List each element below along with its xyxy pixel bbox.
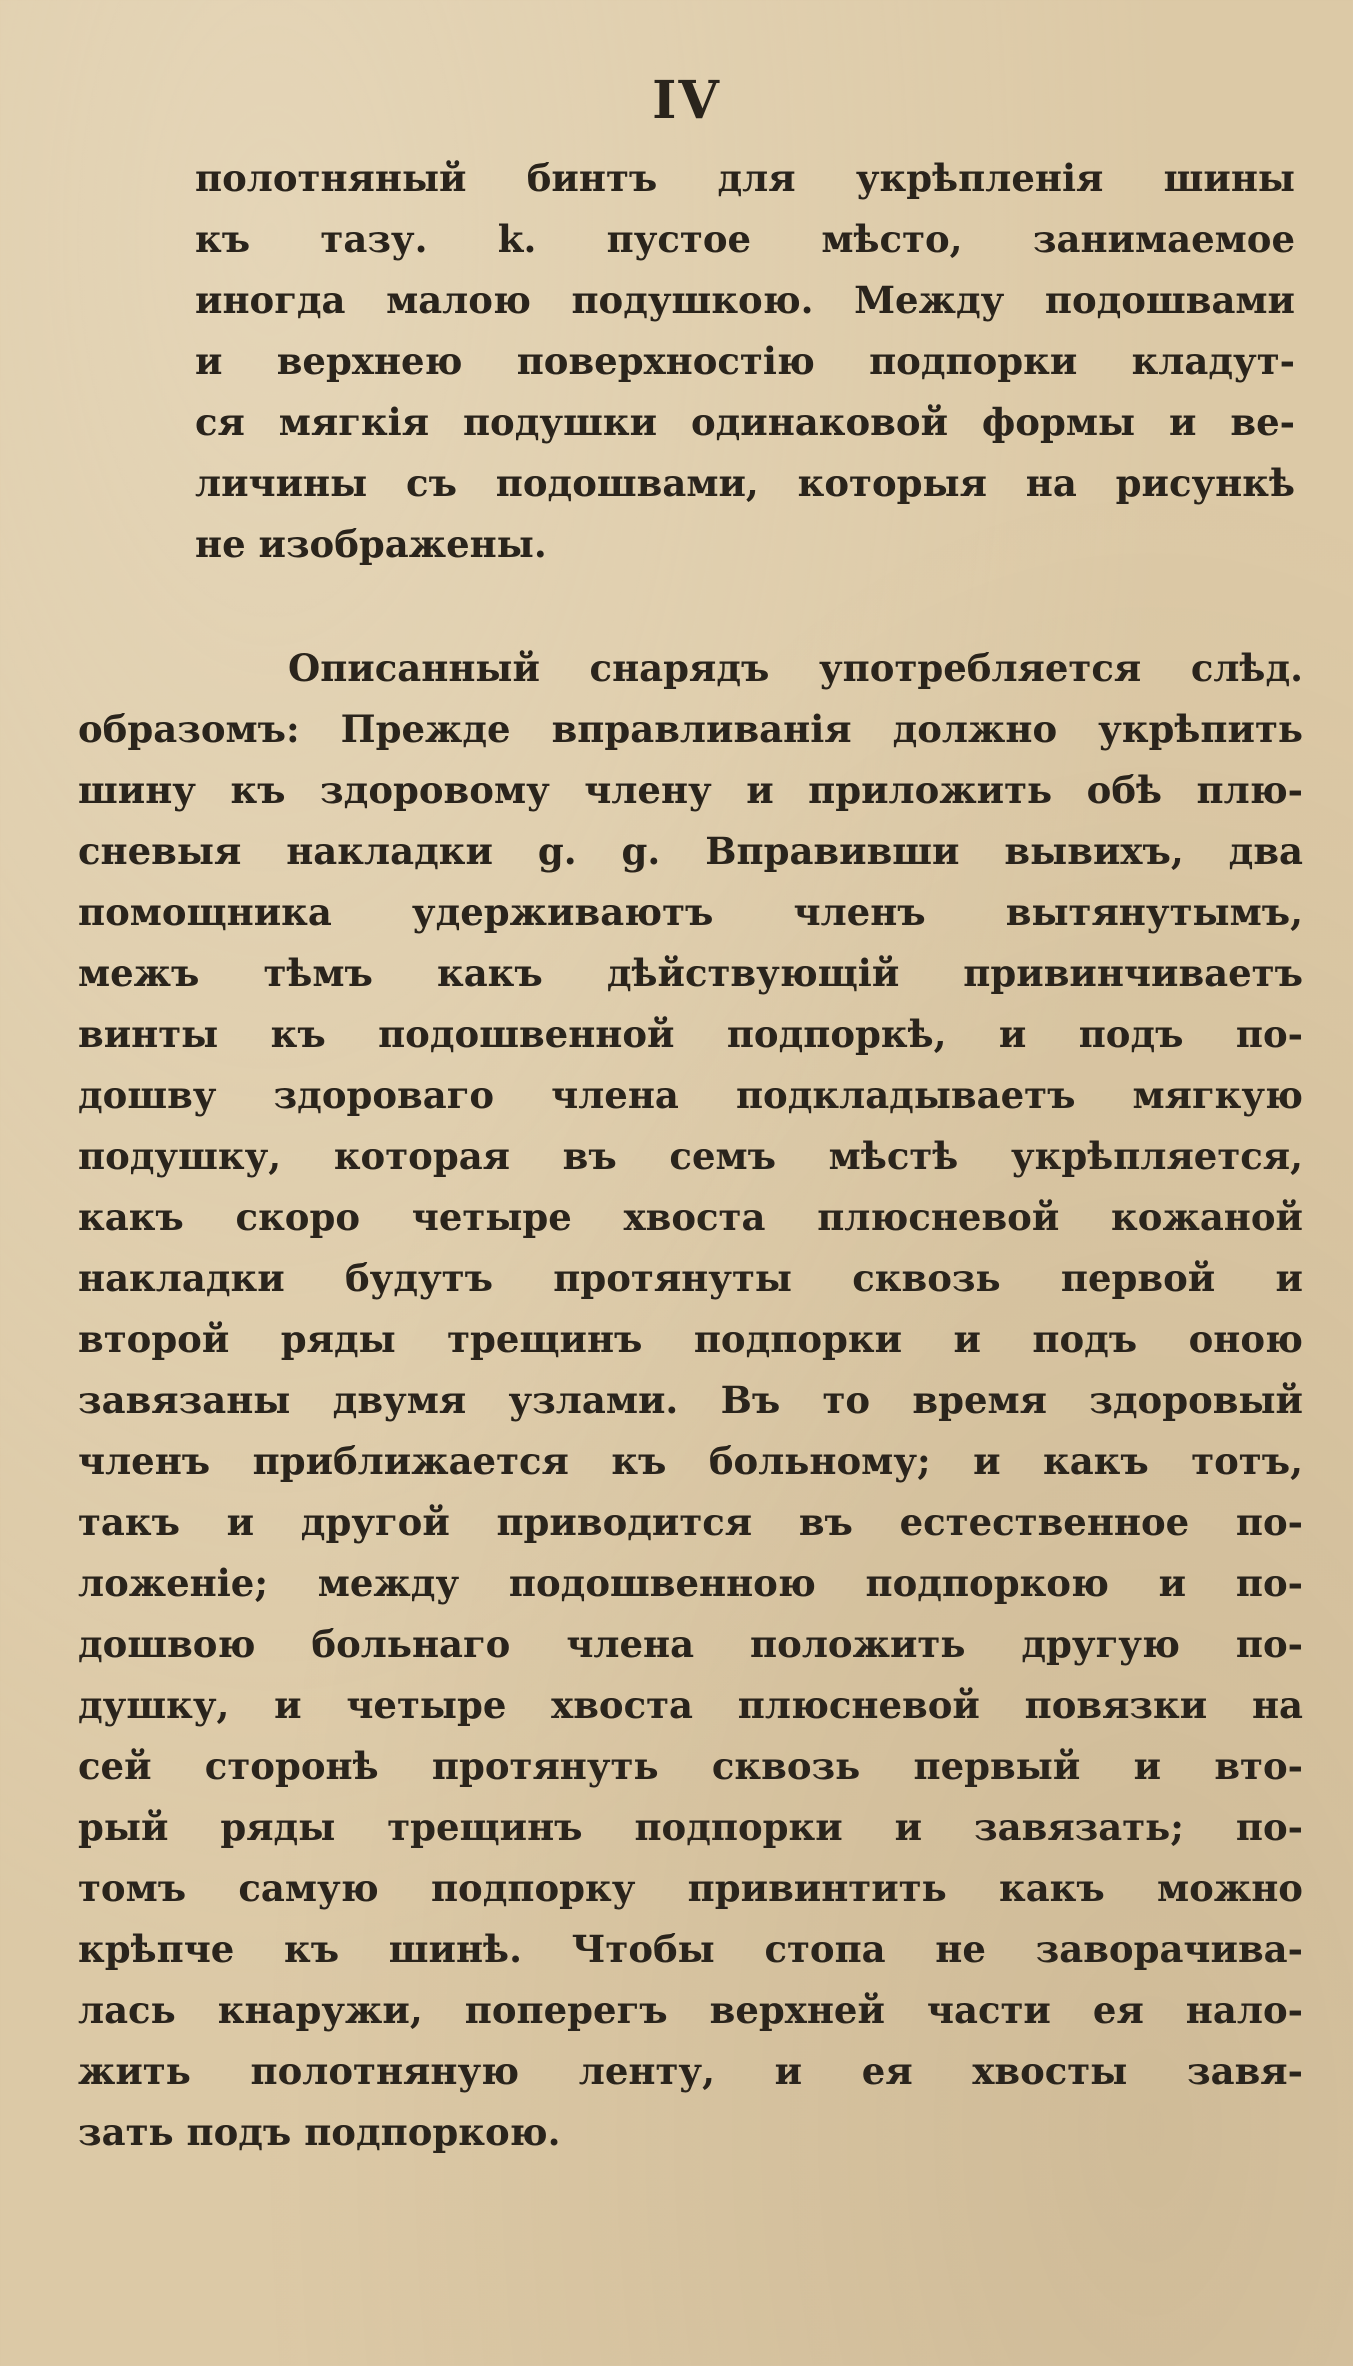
text-line: накладки будутъ протянуты сквозь первой и (78, 1256, 1303, 1300)
text-line: полотняный бинтъ для укрѣпленія шины (195, 156, 1295, 200)
text-line: сневыя накладки g. g. Вправивши вывихъ, два (78, 829, 1303, 873)
text-line: членъ приближается къ больному; и какъ тотъ, (78, 1439, 1303, 1483)
text-line: шину къ здоровому члену и приложить обѣ плю- (78, 768, 1303, 812)
continued-paragraph (195, 148, 1295, 575)
text-line: личины съ подошвами, которыя на рисункѣ (195, 461, 1295, 505)
text-line: жить полотняную ленту, и ея хвосты завя- (78, 2049, 1303, 2093)
text-line: дошву здороваго члена подкладываетъ мягкую (78, 1073, 1303, 1117)
text-line: сей сторонѣ протянуть сквозь первый и вто- (78, 1744, 1303, 1788)
text-line: какъ скоро четыре хвоста плюсневой кожаной (78, 1195, 1303, 1239)
text-line: иногда малою подушкою. Между подошвами (195, 278, 1295, 322)
text-line: образомъ: Прежде вправливанія должно укрѣпить (78, 707, 1303, 751)
text-line: дошвою больнаго члена положить другую по- (78, 1622, 1303, 1666)
text-line: завязаны двумя узлами. Въ то время здоровый (78, 1378, 1303, 1422)
text-line: подушку, которая въ семъ мѣстѣ укрѣпляется, (78, 1134, 1303, 1178)
text-line: къ тазу. k. пустое мѣсто, занимаемое (195, 217, 1295, 261)
page-number: IV (652, 70, 721, 131)
main-paragraph (78, 638, 1303, 2163)
text-line: второй ряды трещинъ подпорки и подъ оною (78, 1317, 1303, 1361)
text-line: лась кнаружи, поперегъ верхней части ея нало- (78, 1988, 1303, 2032)
text-line: зать подъ подпоркою. (78, 2110, 561, 2154)
text-line: ся мягкія подушки одинаковой формы и ве- (195, 400, 1295, 444)
text-line: винты къ подошвенной подпоркѣ, и подъ по- (78, 1012, 1303, 1056)
text-line: и верхнею поверхностію подпорки кладут- (195, 339, 1295, 383)
text-line: такъ и другой приводится въ естественное по- (78, 1500, 1303, 1544)
text-line: помощника удерживаютъ членъ вытянутымъ, (78, 890, 1303, 934)
text-line: душку, и четыре хвоста плюсневой повязки на (78, 1683, 1303, 1727)
text-line: не изображены. (195, 522, 547, 566)
text-line: томъ самую подпорку привинтить какъ можно (78, 1866, 1303, 1910)
text-line: Описанный снарядъ употребляется слѣд. (288, 646, 1303, 690)
text-line: межъ тѣмъ какъ дѣйствующій привинчиваетъ (78, 951, 1303, 995)
text-line: крѣпче къ шинѣ. Чтобы стопа не заворачива- (78, 1927, 1303, 1971)
text-line: ложеніе; между подошвенною подпоркою и по- (78, 1561, 1303, 1605)
text-line: рый ряды трещинъ подпорки и завязать; по- (78, 1805, 1303, 1849)
